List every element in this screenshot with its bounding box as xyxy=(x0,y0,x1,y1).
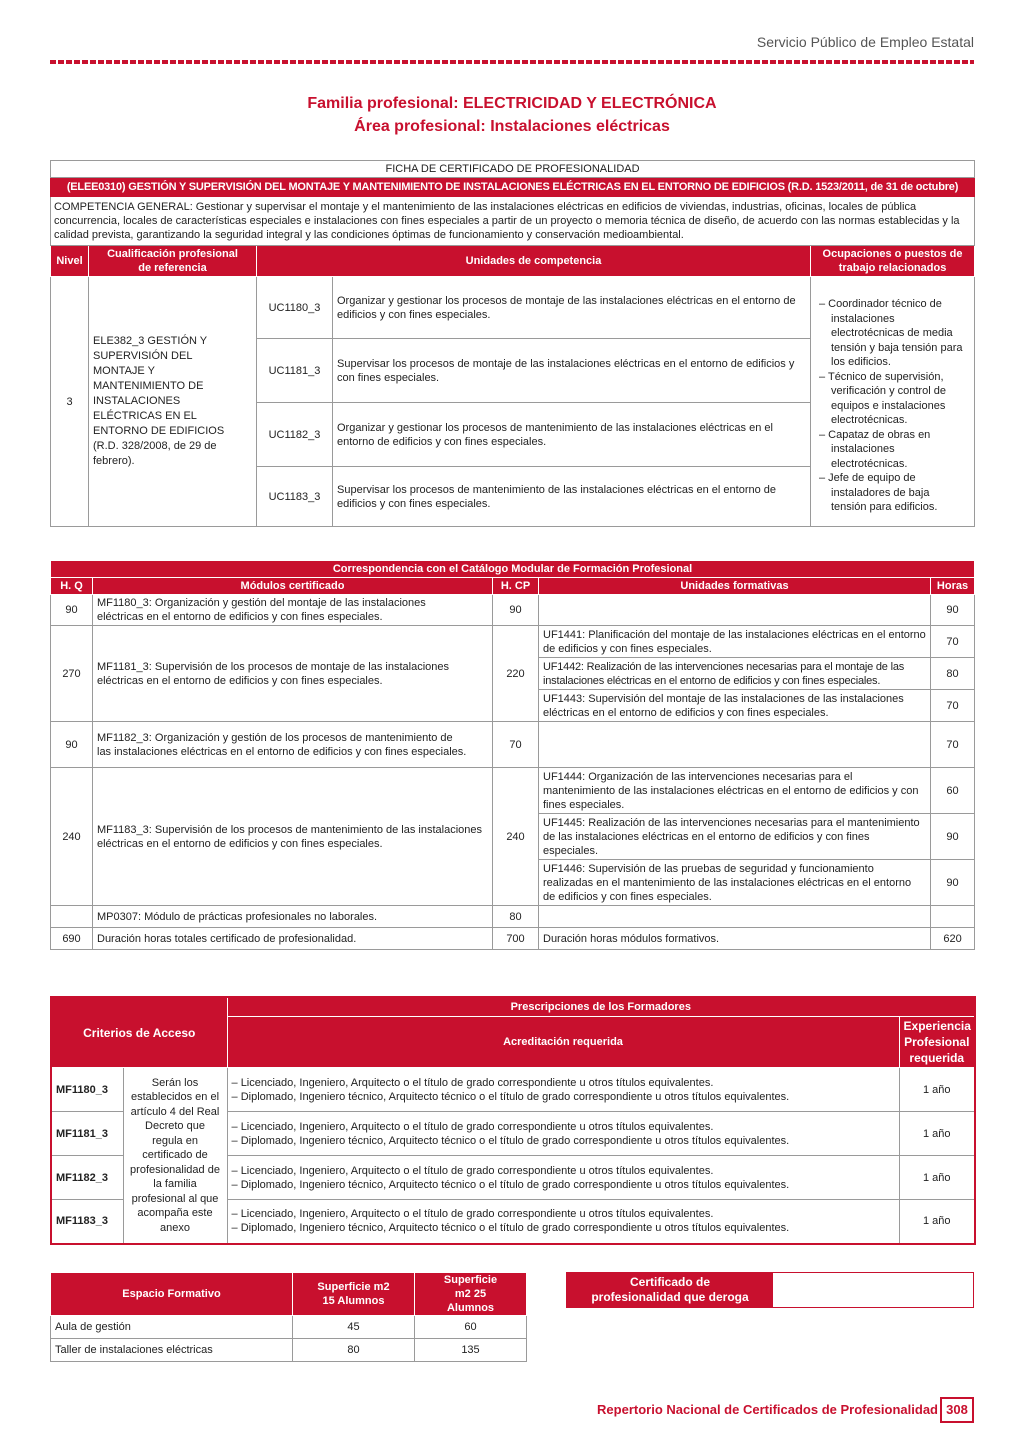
col-hq: H. Q xyxy=(51,578,93,595)
uf-name: UF1442: Realización de las intervenciones necesarias para el montaje de las instalaciones eléctricas en el entorno de edificios y con fines especiales. xyxy=(539,658,931,690)
acreditacion-line: – Diplomado, Ingeniero técnico, Arquitecto técnico o el título de grado correspondiente u otros títulos equivalentes. xyxy=(231,1090,790,1103)
horas-value: 90 xyxy=(931,860,975,906)
horas-value: 80 xyxy=(931,658,975,690)
criterios-header: Criterios de Acceso xyxy=(51,997,227,1068)
hq-value: 90 xyxy=(51,595,93,626)
total-hcp: 700 xyxy=(493,928,539,950)
org-name: Servicio Público de Empleo Estatal xyxy=(756,34,974,50)
uf-name: UF1443: Supervisión del montaje de las instalaciones de las instalaciones eléctricas en el entorno de edificios y con fines especiales. xyxy=(539,690,931,722)
ficha-table xyxy=(50,160,975,527)
espacio-name: Taller de instalaciones eléctricas xyxy=(51,1339,293,1362)
horas-empty xyxy=(931,906,975,928)
superficie-15: 45 xyxy=(293,1316,415,1339)
experiencia-value: 1 año xyxy=(899,1068,975,1112)
col-cualificacion: Cualificación profesional de referencia xyxy=(89,246,257,277)
uf-empty xyxy=(539,595,931,626)
acreditacion-cell xyxy=(227,1200,899,1244)
col-nivel: Nivel xyxy=(51,246,89,277)
col-ocupaciones: Ocupaciones o puestos de trabajo relacionados xyxy=(811,246,975,277)
total-uf-label: Duración horas módulos formativos. xyxy=(539,928,931,950)
hcp-value: 90 xyxy=(493,595,539,626)
header-divider xyxy=(50,60,974,64)
col-horas: Horas xyxy=(931,578,975,595)
col-unidades: Unidades de competencia xyxy=(257,246,811,277)
acreditacion-line: – Licenciado, Ingeniero, Arquitecto o el título de grado correspondiente u otros títulos equivalentes. xyxy=(231,1164,714,1177)
acreditacion-line: – Licenciado, Ingeniero, Arquitecto o el título de grado correspondiente u otros títulos equivalentes. xyxy=(231,1120,714,1133)
cualificacion-value: ELE382_3 GESTIÓN Y SUPERVISIÓN DEL MONTAJE Y MANTENIMIENTO DE INSTALACIONES ELÉCTRICAS EN EL ENTORNO DE EDIFICIOS (R.D. 328/2008, de 29 de febrero). xyxy=(89,277,257,527)
nivel-value: 3 xyxy=(51,277,89,527)
uf-name: UF1441: Planificación del montaje de las instalaciones eléctricas en el entorno de edificios y con fines especiales. xyxy=(539,626,931,658)
hq-empty xyxy=(51,906,93,928)
acreditacion-header: Acreditación requerida xyxy=(227,1017,899,1068)
total-hq: 690 xyxy=(51,928,93,950)
module-name: MP0307: Módulo de prácticas profesionales no laborales. xyxy=(93,906,493,928)
col-modulos: Módulos certificado xyxy=(93,578,493,595)
access-criteria: Serán los establecidos en el artículo 4 del Real Decreto que regula en certificado de profesionalidad de la familia profesional al que acompaña este anexo xyxy=(123,1068,227,1244)
uc-desc: Supervisar los procesos de montaje de las instalaciones eléctricas en el entorno de edificios y con fines especiales. xyxy=(333,339,811,403)
acreditacion-cell xyxy=(227,1112,899,1156)
total-label: Duración horas totales certificado de profesionalidad. xyxy=(93,928,493,950)
deroga-label: Certificado de profesionalidad que deroga xyxy=(567,1273,773,1307)
module-code: MF1183_3 xyxy=(51,1200,123,1244)
espacio-name: Aula de gestión xyxy=(51,1316,293,1339)
ficha-title: FICHA DE CERTIFICADO DE PROFESIONALIDAD xyxy=(51,161,975,178)
competencia-general: COMPETENCIA GENERAL: Gestionar y supervisar el montaje y el mantenimiento de las instalaciones eléctricas en edificios de viviendas, industrias, oficinas, locales de pública concurrencia, locales de características especiales e instalaciones con fines especiales a partir de un proyecto o memoria técnica de diseño, de acuerdo con las normas establecidas y la calidad prevista, garantizando la seguridad integral y las condiciones óptimas de funcionamiento y conservación medioambiental. xyxy=(51,197,975,246)
module-name: MF1183_3: Supervisión de los procesos de mantenimiento de las instalaciones eléctricas en el entorno de edificios y con fines especiales. xyxy=(93,768,493,906)
total-horas: 620 xyxy=(931,928,975,950)
superficie-25-header: Superficie m2 25 Alumnos xyxy=(415,1273,527,1316)
experiencia-value: 1 año xyxy=(899,1200,975,1244)
espacio-table xyxy=(50,1272,527,1362)
horas-value: 70 xyxy=(931,690,975,722)
uf-name: UF1445: Realización de las intervenciones necesarias para el mantenimiento de las instalaciones eléctricas en el entorno de edificios y con fines especiales. xyxy=(539,814,931,860)
hcp-value: 220 xyxy=(493,626,539,722)
acreditacion-cell xyxy=(227,1156,899,1200)
module-code: MF1182_3 xyxy=(51,1156,123,1200)
hq-value: 270 xyxy=(51,626,93,722)
col-hcp: H. CP xyxy=(493,578,539,595)
horas-value: 90 xyxy=(931,814,975,860)
correspondencia-table xyxy=(50,560,975,950)
uf-empty xyxy=(539,722,931,768)
superficie-25: 60 xyxy=(415,1316,527,1339)
acreditacion-cell xyxy=(227,1068,899,1112)
ocupacion-item: – Técnico de supervisión, verificación y control de equipos e instalaciones electrotécnicas. xyxy=(819,370,946,426)
module-name: MF1182_3: Organización y gestión de los procesos de mantenimiento de las instalaciones eléctricas en el entorno de edificios y con fines especiales. xyxy=(93,722,493,768)
hcp-value: 240 xyxy=(493,768,539,906)
uf-empty xyxy=(539,906,931,928)
experiencia-header: Experiencia Profesional requerida xyxy=(899,1017,975,1068)
prescripciones-title: Prescripciones de los Formadores xyxy=(227,997,975,1017)
module-code: MF1181_3 xyxy=(51,1112,123,1156)
uc-code: UC1182_3 xyxy=(257,403,333,467)
col-uf: Unidades formativas xyxy=(539,578,931,595)
family-title: Familia profesional: ELECTRICIDAD Y ELECTRÓNICA xyxy=(307,95,717,112)
uc-code: UC1180_3 xyxy=(257,277,333,339)
deroga-box xyxy=(566,1272,974,1308)
ocupacion-item: – Coordinador técnico de instalaciones electrotécnicas de media tensión y baja tensión para los edificios. xyxy=(819,298,963,368)
horas-value: 60 xyxy=(931,768,975,814)
superficie-15: 80 xyxy=(293,1339,415,1362)
acreditacion-line: – Licenciado, Ingeniero, Arquitecto o el título de grado correspondiente u otros títulos equivalentes. xyxy=(231,1076,714,1089)
superficie-25: 135 xyxy=(415,1339,527,1362)
hcp-value: 70 xyxy=(493,722,539,768)
experiencia-value: 1 año xyxy=(899,1112,975,1156)
acreditacion-line: – Diplomado, Ingeniero técnico, Arquitecto técnico o el título de grado correspondiente u otros títulos equivalentes. xyxy=(231,1222,790,1235)
hq-value: 90 xyxy=(51,722,93,768)
experiencia-value: 1 año xyxy=(899,1156,975,1200)
hq-value: 240 xyxy=(51,768,93,906)
horas-value: 70 xyxy=(931,626,975,658)
espacio-header: Espacio Formativo xyxy=(51,1273,293,1316)
horas-value: 70 xyxy=(931,722,975,768)
prescripciones-table xyxy=(50,996,976,1245)
acreditacion-line: – Licenciado, Ingeniero, Arquitecto o el título de grado correspondiente u otros títulos equivalentes. xyxy=(231,1208,714,1221)
uc-desc: Organizar y gestionar los procesos de mantenimiento de las instalaciones eléctricas en el entorno de edificios y con fines especiales. xyxy=(333,403,811,467)
horas-value: 90 xyxy=(931,595,975,626)
superficie-15-header: Superficie m2 15 Alumnos xyxy=(293,1273,415,1316)
uf-name: UF1444: Organización de las intervenciones necesarias para el mantenimiento de las instalaciones eléctricas en el entorno de edificios y con fines especiales. xyxy=(539,768,931,814)
module-code: MF1180_3 xyxy=(51,1068,123,1112)
corr-title: Correspondencia con el Catálogo Modular de Formación Profesional xyxy=(51,561,975,578)
module-name: MF1181_3: Supervisión de los procesos de montaje de las instalaciones eléctricas en el entorno de edificios y con fines especiales. xyxy=(93,626,493,722)
uc-desc: Organizar y gestionar los procesos de montaje de las instalaciones eléctricas en el entorno de edificios y con fines especiales. xyxy=(333,277,811,339)
uc-code: UC1181_3 xyxy=(257,339,333,403)
acreditacion-line: – Diplomado, Ingeniero técnico, Arquitecto técnico o el título de grado correspondiente u otros títulos equivalentes. xyxy=(231,1178,790,1191)
area-title: Área profesional: Instalaciones eléctricas xyxy=(354,118,670,135)
ocupacion-item: – Capataz de obras en instalaciones electrotécnicas. xyxy=(819,428,931,470)
uc-desc: Supervisar los procesos de mantenimiento de las instalaciones eléctricas en el entorno de edificios y con fines especiales. xyxy=(333,467,811,527)
acreditacion-line: – Diplomado, Ingeniero técnico, Arquitecto técnico o el título de grado correspondiente u otros títulos equivalentes. xyxy=(231,1134,790,1147)
uc-code: UC1183_3 xyxy=(257,467,333,527)
module-name: MF1180_3: Organización y gestión del montaje de las instalaciones eléctricas en el entorno de edificios y con fines especiales. xyxy=(93,595,493,626)
deroga-value xyxy=(773,1273,973,1307)
uf-name: UF1446: Supervisión de las pruebas de seguridad y funcionamiento realizadas en el mantenimiento de las instalaciones eléctricas en el entorno de edificios y con fines especiales. xyxy=(539,860,931,906)
ocupacion-item: – Jefe de equipo de instaladores de baja tensión para edificios. xyxy=(819,472,938,513)
hcp-value: 80 xyxy=(493,906,539,928)
ocupaciones-list xyxy=(811,277,975,527)
repertorio-title: Repertorio Nacional de Certificados de Profesionalidad xyxy=(597,1402,938,1417)
page-number: 308 xyxy=(940,1397,974,1423)
cert-title: (ELEE0310) GESTIÓN Y SUPERVISIÓN DEL MONTAJE Y MANTENIMIENTO DE INSTALACIONES ELÉCTRICAS EN EL ENTORNO DE EDIFICIOS (R.D. 1523/2011, de 31 de octubre) xyxy=(51,178,975,197)
